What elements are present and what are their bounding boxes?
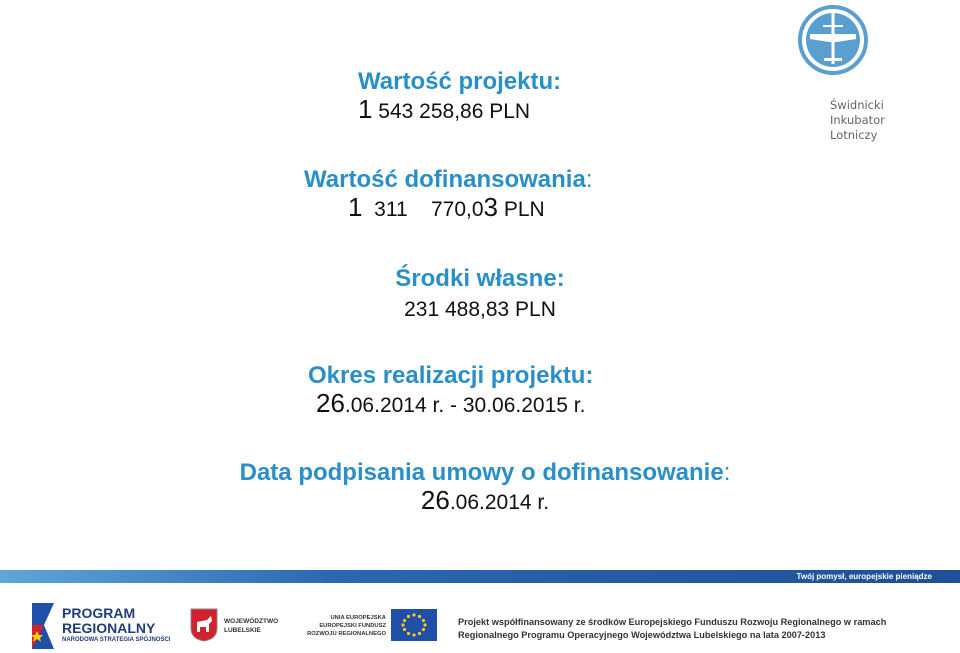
logo-line-3: Lotniczy [830, 128, 878, 142]
funding-value-label: Wartość dofinansowania: [304, 166, 593, 193]
period-value: 26.06.2014 r. - 30.06.2015 r. [316, 388, 586, 418]
project-value: 1 543 258,86 PLN [358, 94, 531, 124]
signing-block [150, 459, 820, 516]
eu-line-3: ROZWOJU REGIONALNEGO [307, 631, 386, 637]
own-funds-label: Środki własne: [395, 265, 565, 292]
eu-flag-icon [391, 609, 437, 641]
program-regionalny-logo-icon [28, 601, 58, 651]
inkubator-logo [797, 4, 887, 143]
program-line-2: REGIONALNY [62, 620, 156, 636]
funding-footer [0, 583, 960, 653]
airplane-circle-icon [797, 4, 869, 76]
project-value-label: Wartość projektu: [358, 68, 562, 95]
funding-value: 1 311 770,03 PLN [348, 192, 545, 222]
cofinance-text [458, 616, 886, 642]
own-funds-value: 231 488,83 PLN [404, 298, 556, 321]
lubelskie-line-2: LUBELSKIE [224, 627, 261, 634]
program-regionalny-text [62, 606, 170, 645]
period-block [308, 362, 593, 419]
funding-value-block [304, 166, 592, 223]
slogan-bar [0, 570, 960, 583]
signing-label: Data podpisania umowy o dofinansowanie: [239, 459, 731, 486]
lubelskie-text [224, 617, 278, 635]
eu-line-1: UNIA EUROPEJSKA [330, 615, 386, 621]
logo-text [830, 98, 887, 143]
signing-value: 26.06.2014 r. [420, 485, 550, 515]
cofinance-line-2: Regionalnego Programu Operacyjnego Województwa Lubelskiego na lata 2007-2013 [458, 630, 826, 640]
eu-line-2: EUROPEJSKI FUNDUSZ [319, 623, 386, 629]
period-label: Okres realizacji projektu: [308, 362, 594, 389]
lubelskie-coat-of-arms-icon [190, 608, 218, 642]
program-line-3: NARODOWA STRATEGIA SPÓJNOŚCI [62, 637, 171, 643]
own-funds-block [270, 265, 690, 323]
project-value-block [358, 68, 561, 125]
program-line-1: PROGRAM [62, 605, 136, 621]
logo-line-2: Inkubator [830, 113, 885, 127]
logo-line-1: Świdnicki [830, 98, 884, 112]
slogan-text: Twój pomysł, europejskie pieniądze [796, 572, 932, 581]
eu-text [298, 614, 386, 638]
lubelskie-line-1: WOJEWÓDZTWO [224, 618, 279, 625]
cofinance-line-1: Projekt współfinansowany ze środków Europejskiego Funduszu Rozwoju Regionalnego w ramach [458, 617, 887, 627]
